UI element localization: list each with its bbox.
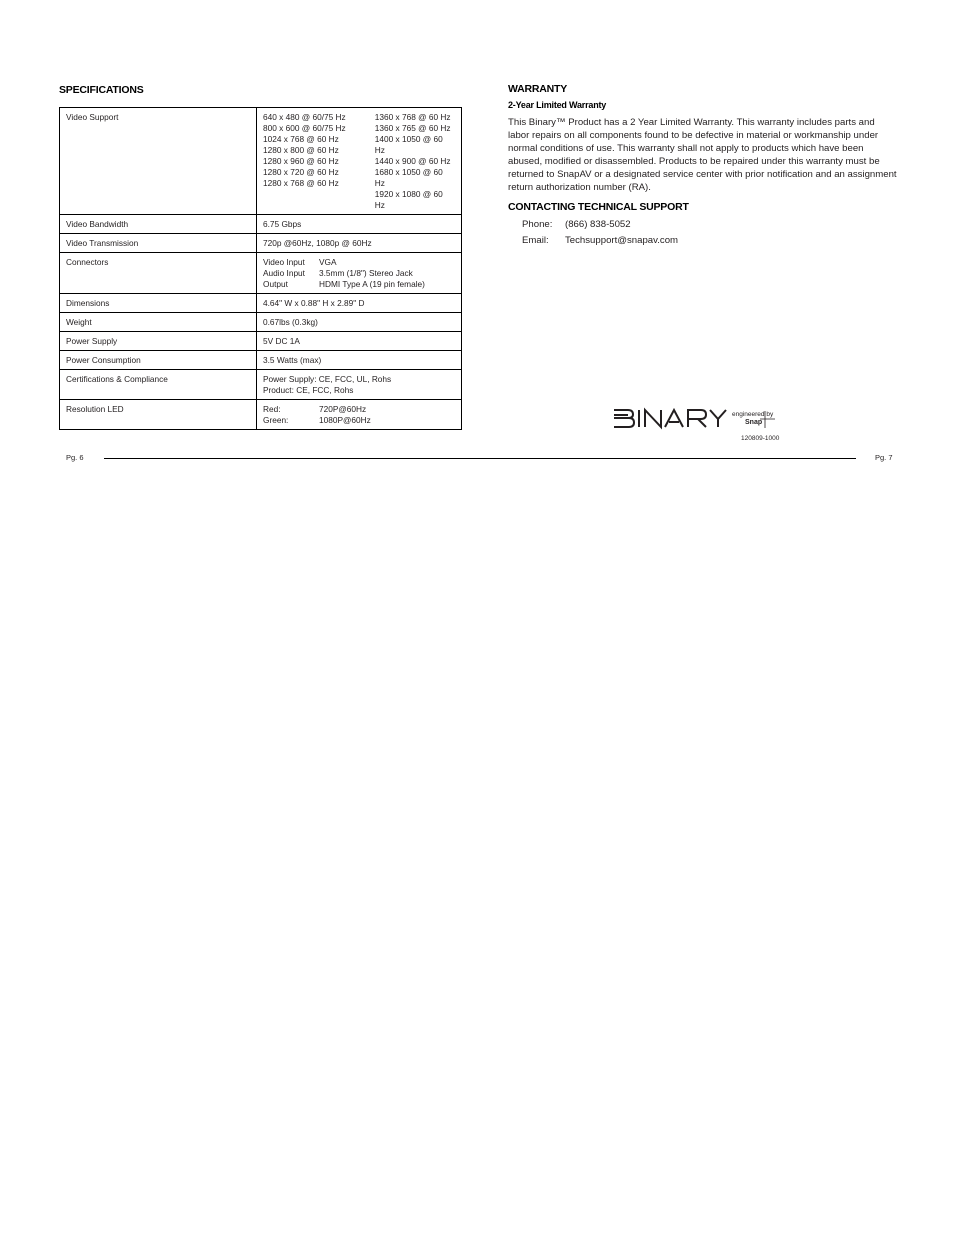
connector-value: VGA: [319, 257, 337, 267]
phone-label: Phone:: [522, 219, 553, 230]
table-row: [60, 370, 462, 400]
certification-line: Power Supply: CE, FCC, UL, Rohs: [263, 374, 392, 384]
spec-label: Video Transmission: [60, 234, 257, 253]
spec-value: [257, 108, 462, 215]
spec-label: Certifications & Compliance: [60, 370, 257, 400]
table-row: [60, 234, 462, 253]
warranty-paragraph: This Binary™ Product has a 2 Year Limited Warranty. This warranty includes parts and labor repairs on all components found to be defective in material or workmanship under normal conditions of use. This warranty shall not apply to products which have been abused, modified or disassembled. Products to be repaired under this warranty must be returned to SnapAV or a designated service center with prior notification and an assignment return authorization number (RA).: [508, 117, 897, 193]
spec-value: 4.64" W x 0.88" H x 2.89" D: [257, 294, 462, 313]
spec-value: [257, 253, 462, 294]
warranty-subheading: 2-Year Limited Warranty: [508, 100, 607, 110]
video-mode: 1440 x 900 @ 60 Hz: [374, 156, 451, 166]
table-row: [60, 215, 462, 234]
video-mode: 1280 x 960 @ 60 Hz: [263, 156, 339, 166]
video-mode: 1280 x 800 @ 60 Hz: [263, 145, 339, 155]
certification-line: Product: CE, FCC, Rohs: [263, 385, 354, 395]
connector-value: 3.5mm (1/8") Stereo Jack: [319, 268, 413, 278]
email-label: Email:: [522, 235, 549, 246]
support-heading: CONTACTING TECHNICAL SUPPORT: [508, 201, 689, 213]
spec-label: Power Supply: [60, 332, 257, 351]
table-row: [60, 313, 462, 332]
table-row: [60, 108, 462, 215]
logo-snap: Snap: [745, 419, 763, 426]
spec-label: Video Bandwidth: [60, 215, 257, 234]
video-mode: 1360 x 768 @ 60 Hz: [374, 112, 451, 122]
connector-type: Output: [263, 279, 288, 289]
document-code: 120809-1000: [741, 435, 780, 442]
spec-value: 0.67lbs (0.3kg): [257, 313, 462, 332]
led-color: Red:: [263, 404, 281, 414]
table-row: [60, 253, 462, 294]
connector-value: HDMI Type A (19 pin female): [319, 279, 425, 289]
spec-label: Weight: [60, 313, 257, 332]
footer-divider: [104, 458, 856, 459]
spec-value: 3.5 Watts (max): [257, 351, 462, 370]
spec-label: Dimensions: [60, 294, 257, 313]
table-row: [60, 400, 462, 430]
spec-label: Resolution LED: [60, 400, 257, 430]
spec-value: 5V DC 1A: [257, 332, 462, 351]
video-mode: 1280 x 768 @ 60 Hz: [263, 178, 339, 188]
led-resolution: 720P@60Hz: [319, 404, 367, 414]
spec-value: 6.75 Gbps: [257, 215, 462, 234]
logo-tagline: engineered by: [732, 411, 774, 418]
spec-label: Power Consumption: [60, 351, 257, 370]
spec-value: 720p @60Hz, 1080p @ 60Hz: [257, 234, 462, 253]
video-mode: 1280 x 720 @ 60 Hz: [263, 167, 339, 177]
email-address: Techsupport@snapav.com: [565, 235, 679, 246]
connector-type: Audio Input: [263, 268, 305, 278]
binary-logo: [612, 406, 778, 437]
table-row: [60, 351, 462, 370]
phone-number: (866) 838-5052: [565, 219, 631, 230]
spec-label: Video Support: [60, 108, 257, 215]
video-mode: 1360 x 765 @ 60 Hz: [374, 123, 451, 133]
warranty-heading: WARRANTY: [508, 83, 568, 95]
video-mode: 800 x 600 @ 60/75 Hz: [263, 123, 346, 133]
table-row: [60, 332, 462, 351]
video-mode: 1024 x 768 @ 60 Hz: [263, 134, 339, 144]
page-number-right: Pg. 7: [875, 453, 893, 462]
specifications-table: [59, 107, 462, 430]
led-resolution: 1080P@60Hz: [319, 415, 371, 425]
spec-value: [257, 400, 462, 430]
specifications-heading: SPECIFICATIONS: [59, 84, 144, 96]
video-mode: 640 x 480 @ 60/75 Hz: [263, 112, 346, 122]
video-mode: 1680 x 1050 @ 60 Hz: [374, 167, 443, 188]
support-phone: [522, 219, 631, 230]
connector-type: Video Input: [263, 257, 305, 267]
support-email: [522, 235, 678, 246]
video-mode: 1920 x 1080 @ 60 Hz: [374, 189, 443, 210]
table-row: [60, 294, 462, 313]
spec-label: Connectors: [60, 253, 257, 294]
spec-value: [257, 370, 462, 400]
led-color: Green:: [263, 415, 289, 425]
video-mode: 1400 x 1050 @ 60 Hz: [374, 134, 443, 155]
page-number-left: Pg. 6: [66, 453, 84, 462]
